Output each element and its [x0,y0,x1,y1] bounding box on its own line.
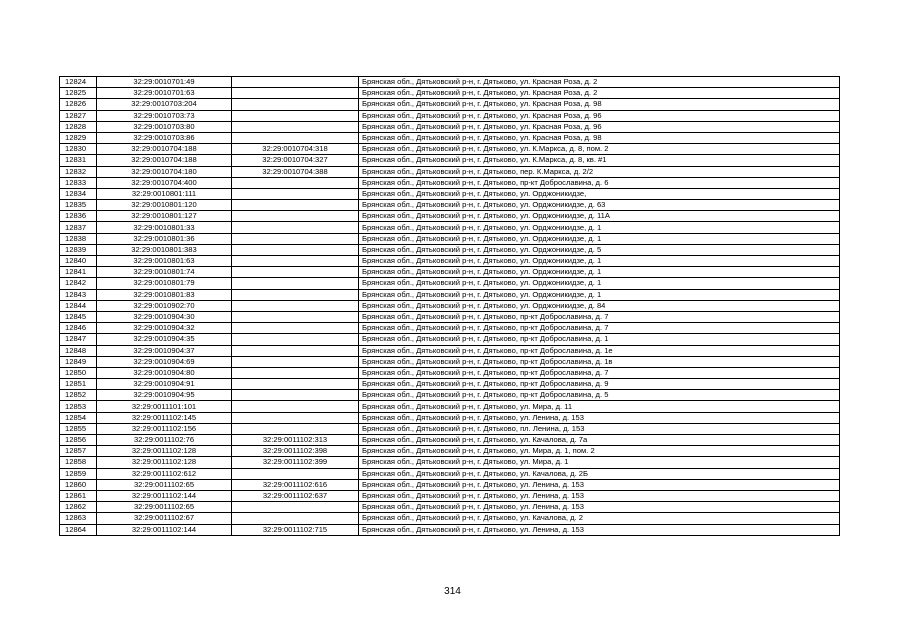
cadastral-number-cell: 32:29:0011102:65 [97,479,232,490]
object-number-cell [232,412,359,423]
record-number-cell: 12829 [60,132,97,143]
address-cell: Брянская обл., Дятьковский р-н, г. Дятьково, ул. Мира, д. 11 [359,401,840,412]
object-number-cell [232,188,359,199]
table-row [60,132,840,143]
object-number-cell: 32:29:0010704:388 [232,166,359,177]
object-number-cell: 32:29:0011102:399 [232,457,359,468]
address-cell: Брянская обл., Дятьковский р-н, г. Дятьково, пр-кт Доброславина, д. 1в [359,356,840,367]
record-number-cell: 12840 [60,256,97,267]
address-cell: Брянская обл., Дятьковский р-н, г. Дятьково, пр-кт Доброславина, д. 5 [359,390,840,401]
address-cell: Брянская обл., Дятьковский р-н, г. Дятьково, ул. Орджоникидзе, д. 1 [359,222,840,233]
table-row [60,177,840,188]
cadastral-number-cell: 32:29:0010701:49 [97,77,232,88]
address-cell: Брянская обл., Дятьковский р-н, г. Дятьково, ул. К.Маркса, д. 8, кв. #1 [359,155,840,166]
object-number-cell [232,278,359,289]
table-row [60,379,840,390]
object-number-cell [232,88,359,99]
record-number-cell: 12843 [60,289,97,300]
object-number-cell [232,323,359,334]
record-number-cell: 12854 [60,412,97,423]
address-cell: Брянская обл., Дятьковский р-н, г. Дятьково, ул. Ленина, д. 153 [359,524,840,535]
address-cell: Брянская обл., Дятьковский р-н, г. Дятьково, ул. Качалова, д. 2Б [359,468,840,479]
cadastral-number-cell: 32:29:0010904:35 [97,334,232,345]
cadastral-number-cell: 32:29:0011102:65 [97,502,232,513]
cadastral-number-cell: 32:29:0010801:127 [97,211,232,222]
record-number-cell: 12864 [60,524,97,535]
object-number-cell [232,121,359,132]
cadastral-number-cell: 32:29:0010902:70 [97,300,232,311]
record-number-cell: 12853 [60,401,97,412]
address-cell: Брянская обл., Дятьковский р-н, г. Дятьково, ул. Орджоникидзе, д. 1 [359,267,840,278]
table-row [60,110,840,121]
cadastral-number-cell: 32:29:0011102:144 [97,490,232,501]
address-cell: Брянская обл., Дятьковский р-н, г. Дятьково, ул. Мира, д. 1 [359,457,840,468]
table-row [60,267,840,278]
cadastral-number-cell: 32:29:0010801:111 [97,188,232,199]
object-number-cell [232,468,359,479]
table-row [60,423,840,434]
address-cell: Брянская обл., Дятьковский р-н, г. Дятьково, ул. Орджоникидзе, д. 1 [359,233,840,244]
record-number-cell: 12824 [60,77,97,88]
object-number-cell: 32:29:0011102:313 [232,435,359,446]
cadastral-number-cell: 32:29:0011102:128 [97,446,232,457]
object-number-cell [232,502,359,513]
cadastral-number-cell: 32:29:0010703:73 [97,110,232,121]
table-row [60,311,840,322]
table-row [60,401,840,412]
cadastral-number-cell: 32:29:0010904:30 [97,311,232,322]
object-number-cell [232,177,359,188]
address-cell: Брянская обл., Дятьковский р-н, г. Дятьково, ул. Качалова, д. 2 [359,513,840,524]
record-number-cell: 12850 [60,367,97,378]
address-cell: Брянская обл., Дятьковский р-н, г. Дятьково, ул. Орджоникидзе, д. 1 [359,289,840,300]
address-cell: Брянская обл., Дятьковский р-н, г. Дятьково, пер. К.Маркса, д. 2/2 [359,166,840,177]
address-cell: Брянская обл., Дятьковский р-н, г. Дятьково, ул. Красная Роза, д. 98 [359,132,840,143]
table-row [60,88,840,99]
object-number-cell [232,289,359,300]
object-number-cell [232,311,359,322]
cadastral-number-cell: 32:29:0010801:383 [97,244,232,255]
address-cell: Брянская обл., Дятьковский р-н, г. Дятьково, пр-кт Доброславина, д. 7 [359,311,840,322]
cadastral-number-cell: 32:29:0011102:76 [97,435,232,446]
object-number-cell [232,513,359,524]
object-number-cell: 32:29:0011102:616 [232,479,359,490]
record-number-cell: 12849 [60,356,97,367]
record-number-cell: 12859 [60,468,97,479]
address-cell: Брянская обл., Дятьковский р-н, г. Дятьково, пр-кт Доброславина, д. 7 [359,323,840,334]
record-number-cell: 12851 [60,379,97,390]
object-number-cell [232,356,359,367]
table-row [60,323,840,334]
table-row [60,222,840,233]
table-row [60,200,840,211]
address-cell: Брянская обл., Дятьковский р-н, г. Дятьково, ул. Мира, д. 1, пом. 2 [359,446,840,457]
record-number-cell: 12861 [60,490,97,501]
cadastral-number-cell: 32:29:0010904:37 [97,345,232,356]
cadastral-number-cell: 32:29:0010904:91 [97,379,232,390]
table-row [60,155,840,166]
object-number-cell [232,300,359,311]
table-row [60,390,840,401]
record-number-cell: 12847 [60,334,97,345]
address-cell: Брянская обл., Дятьковский р-н, г. Дятьково, ул. Орджоникидзе, д. 11А [359,211,840,222]
record-number-cell: 12844 [60,300,97,311]
record-number-cell: 12834 [60,188,97,199]
table-row [60,367,840,378]
address-cell: Брянская обл., Дятьковский р-н, г. Дятьково, ул. Качалова, д. 7а [359,435,840,446]
address-cell: Брянская обл., Дятьковский р-н, г. Дятьково, ул. Красная Роза, д. 2 [359,77,840,88]
record-number-cell: 12863 [60,513,97,524]
cadastral-number-cell: 32:29:0010801:79 [97,278,232,289]
record-number-cell: 12825 [60,88,97,99]
address-cell: Брянская обл., Дятьковский р-н, г. Дятьково, ул. Ленина, д. 153 [359,412,840,423]
record-number-cell: 12837 [60,222,97,233]
record-number-cell: 12860 [60,479,97,490]
address-cell: Брянская обл., Дятьковский р-н, г. Дятьково, ул. Ленина, д. 153 [359,502,840,513]
cadastral-number-cell: 32:29:0010904:69 [97,356,232,367]
table-row [60,99,840,110]
record-number-cell: 12839 [60,244,97,255]
table-row [60,446,840,457]
cadastral-number-cell: 32:29:0010904:95 [97,390,232,401]
object-number-cell [232,256,359,267]
cadastral-number-cell: 32:29:0010704:188 [97,144,232,155]
address-cell: Брянская обл., Дятьковский р-н, г. Дятьково, пр-кт Доброславина, д. 7 [359,367,840,378]
address-cell: Брянская обл., Дятьковский р-н, г. Дятьково, ул. Орджоникидзе, д. 63 [359,200,840,211]
table-row [60,490,840,501]
record-number-cell: 12858 [60,457,97,468]
address-cell: Брянская обл., Дятьковский р-н, г. Дятьково, ул. Красная Роза, д. 2 [359,88,840,99]
table-row [60,278,840,289]
object-number-cell: 32:29:0011102:637 [232,490,359,501]
table-row [60,457,840,468]
cadastral-number-cell: 32:29:0010801:33 [97,222,232,233]
cadastral-number-cell: 32:29:0010801:74 [97,267,232,278]
registry-table [59,76,840,536]
address-cell: Брянская обл., Дятьковский р-н, г. Дятьково, ул. Красная Роза, д. 98 [359,99,840,110]
object-number-cell: 32:29:0011102:715 [232,524,359,535]
object-number-cell [232,267,359,278]
object-number-cell [232,423,359,434]
record-number-cell: 12827 [60,110,97,121]
record-number-cell: 12852 [60,390,97,401]
cadastral-number-cell: 32:29:0010801:120 [97,200,232,211]
address-cell: Брянская обл., Дятьковский р-н, г. Дятьково, ул. Красная Роза, д. 96 [359,121,840,132]
table-row [60,166,840,177]
address-cell: Брянская обл., Дятьковский р-н, г. Дятьково, пл. Ленина, д. 153 [359,423,840,434]
object-number-cell [232,77,359,88]
cadastral-number-cell: 32:29:0010704:188 [97,155,232,166]
object-number-cell [232,401,359,412]
cadastral-number-cell: 32:29:0011102:156 [97,423,232,434]
record-number-cell: 12846 [60,323,97,334]
address-cell: Брянская обл., Дятьковский р-н, г. Дятьково, ул. Орджоникидзе, д. 1 [359,278,840,289]
table-row [60,144,840,155]
table-row [60,256,840,267]
record-number-cell: 12842 [60,278,97,289]
cadastral-number-cell: 32:29:0010801:63 [97,256,232,267]
record-number-cell: 12845 [60,311,97,322]
object-number-cell [232,110,359,121]
address-cell: Брянская обл., Дятьковский р-н, г. Дятьково, ул. Орджоникидзе, д. 1 [359,256,840,267]
cadastral-number-cell: 32:29:0010904:80 [97,367,232,378]
object-number-cell [232,379,359,390]
cadastral-number-cell: 32:29:0010703:204 [97,99,232,110]
object-number-cell: 32:29:0010704:327 [232,155,359,166]
object-number-cell [232,244,359,255]
table-row [60,188,840,199]
cadastral-number-cell: 32:29:0011102:128 [97,457,232,468]
cadastral-number-cell: 32:29:0010704:180 [97,166,232,177]
record-number-cell: 12836 [60,211,97,222]
address-cell: Брянская обл., Дятьковский р-н, г. Дятьково, пр-кт Доброславина, д. 1 [359,334,840,345]
cadastral-number-cell: 32:29:0011102:67 [97,513,232,524]
cadastral-number-cell: 32:29:0010704:400 [97,177,232,188]
object-number-cell [232,334,359,345]
record-number-cell: 12835 [60,200,97,211]
registry-table-body [60,77,840,536]
address-cell: Брянская обл., Дятьковский р-н, г. Дятьково, пр-кт Доброславина, д. 1е [359,345,840,356]
object-number-cell [232,345,359,356]
object-number-cell [232,211,359,222]
record-number-cell: 12832 [60,166,97,177]
table-row [60,356,840,367]
record-number-cell: 12833 [60,177,97,188]
address-cell: Брянская обл., Дятьковский р-н, г. Дятьково, ул. К.Маркса, д. 8, пом. 2 [359,144,840,155]
address-cell: Брянская обл., Дятьковский р-н, г. Дятьково, пр-кт Доброславина, д. 6 [359,177,840,188]
address-cell: Брянская обл., Дятьковский р-н, г. Дятьково, ул. Орджоникидзе, д. 5 [359,244,840,255]
table-row [60,468,840,479]
table-row [60,121,840,132]
record-number-cell: 12830 [60,144,97,155]
record-number-cell: 12841 [60,267,97,278]
record-number-cell: 12855 [60,423,97,434]
object-number-cell [232,390,359,401]
table-row [60,479,840,490]
table-row [60,502,840,513]
cadastral-number-cell: 32:29:0010703:80 [97,121,232,132]
object-number-cell: 32:29:0010704:318 [232,144,359,155]
address-cell: Брянская обл., Дятьковский р-н, г. Дятьково, пр-кт Доброславина, д. 9 [359,379,840,390]
address-cell: Брянская обл., Дятьковский р-н, г. Дятьково, ул. Красная Роза, д. 96 [359,110,840,121]
table-row [60,300,840,311]
cadastral-number-cell: 32:29:0011101:101 [97,401,232,412]
record-number-cell: 12857 [60,446,97,457]
cadastral-number-cell: 32:29:0011102:612 [97,468,232,479]
address-cell: Брянская обл., Дятьковский р-н, г. Дятьково, ул. Орджоникидзе, д. 84 [359,300,840,311]
table-row [60,211,840,222]
table-row [60,289,840,300]
table-row [60,233,840,244]
table-row [60,77,840,88]
address-cell: Брянская обл., Дятьковский р-н, г. Дятьково, ул. Орджоникидзе, [359,188,840,199]
cadastral-number-cell: 32:29:0011102:145 [97,412,232,423]
object-number-cell [232,367,359,378]
cadastral-number-cell: 32:29:0011102:144 [97,524,232,535]
record-number-cell: 12826 [60,99,97,110]
cadastral-number-cell: 32:29:0010801:36 [97,233,232,244]
table-row [60,244,840,255]
cadastral-number-cell: 32:29:0010801:83 [97,289,232,300]
table-row [60,435,840,446]
record-number-cell: 12848 [60,345,97,356]
table-row [60,524,840,535]
object-number-cell [232,99,359,110]
object-number-cell [232,233,359,244]
table-row [60,513,840,524]
object-number-cell [232,200,359,211]
record-number-cell: 12838 [60,233,97,244]
object-number-cell [232,222,359,233]
cadastral-number-cell: 32:29:0010703:86 [97,132,232,143]
table-row [60,334,840,345]
object-number-cell: 32:29:0011102:398 [232,446,359,457]
object-number-cell [232,132,359,143]
cadastral-number-cell: 32:29:0010904:32 [97,323,232,334]
page-number: 314 [444,586,461,597]
table-row [60,412,840,423]
record-number-cell: 12831 [60,155,97,166]
record-number-cell: 12862 [60,502,97,513]
cadastral-number-cell: 32:29:0010701:63 [97,88,232,99]
address-cell: Брянская обл., Дятьковский р-н, г. Дятьково, ул. Ленина, д. 153 [359,490,840,501]
address-cell: Брянская обл., Дятьковский р-н, г. Дятьково, ул. Ленина, д. 153 [359,479,840,490]
table-row [60,345,840,356]
record-number-cell: 12828 [60,121,97,132]
record-number-cell: 12856 [60,435,97,446]
